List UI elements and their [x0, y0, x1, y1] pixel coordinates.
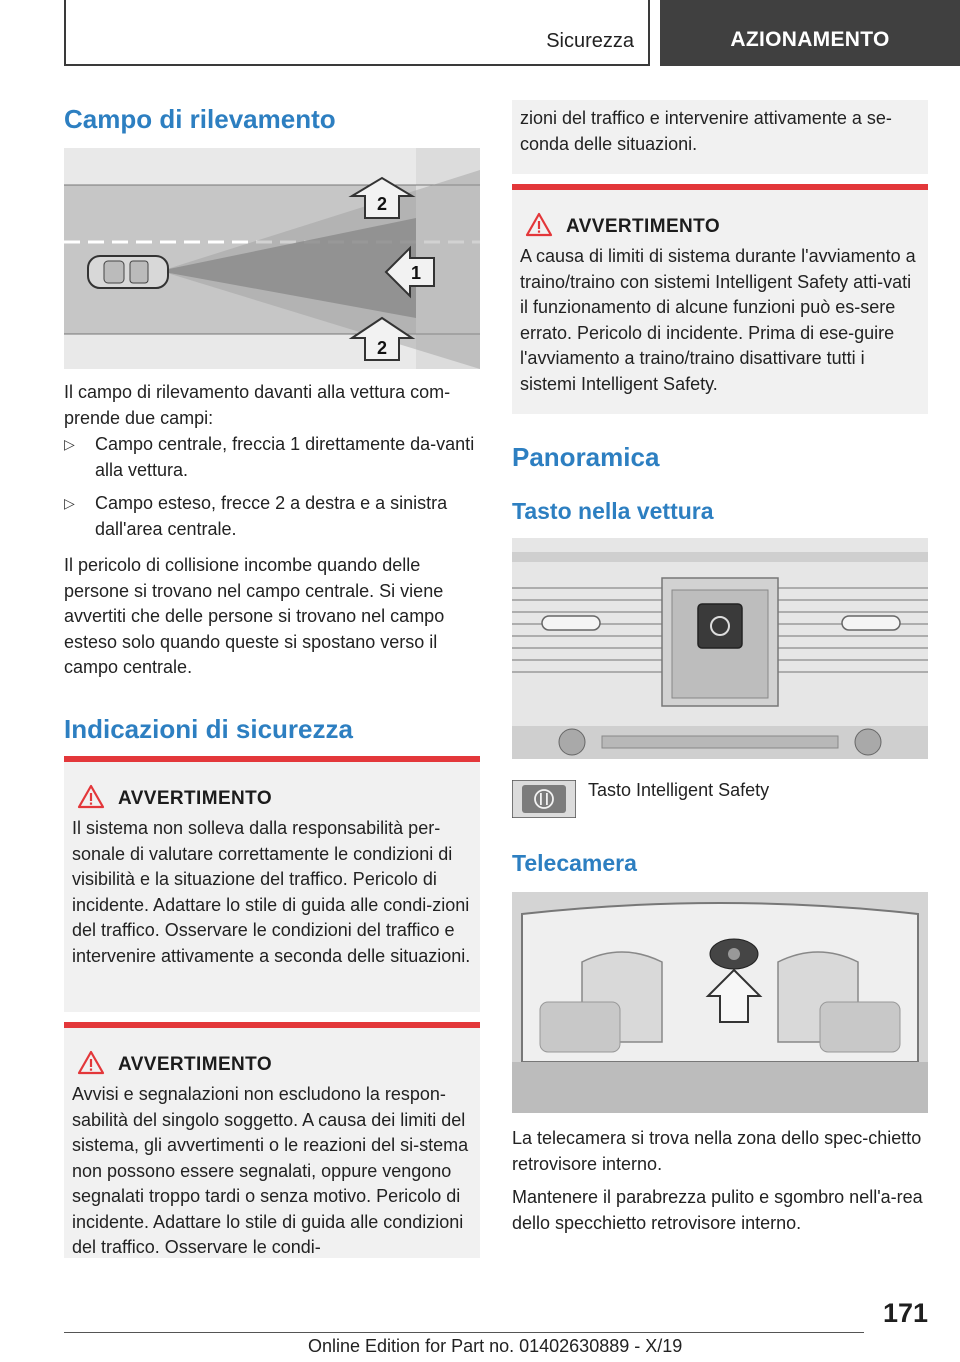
detection-field-figure [64, 148, 480, 369]
warning-triangle-icon [77, 1050, 105, 1075]
detection-intro: Il campo di rilevamento davanti alla vettura com-prende due campi: [64, 382, 451, 428]
header-chapter-tab [660, 0, 960, 66]
warning-continued-text: zioni del traffico e intervenire attivamente a se-conda delle situazioni. [520, 108, 892, 154]
footer-divider [64, 1332, 864, 1333]
list-item-text: Campo esteso, frecce 2 a destra e a sinistra dall'area centrale. [95, 493, 448, 539]
subsection-title-camera: Telecamera [512, 850, 637, 876]
header-section-label: Sicurezza [546, 30, 634, 52]
intelligent-safety-button-icon [512, 780, 576, 818]
camera-figure [512, 892, 928, 1113]
warning-box-2 [64, 1022, 480, 1258]
warning-box-1 [64, 756, 480, 1012]
dashboard-button-figure [512, 538, 928, 759]
camera-cleaning-text: Mantenere il parabrezza pulito e sgombro nell'a-rea dello specchietto retrovisore interno. [512, 1187, 923, 1233]
list-item [64, 491, 480, 542]
header-section-box [64, 0, 650, 66]
svg-text:2: 2 [376, 194, 388, 214]
svg-text:1: 1 [410, 263, 422, 283]
button-caption: Tasto Intelligent Safety [588, 780, 770, 800]
warning-label: AVVERTIMENTO [566, 216, 720, 237]
bullet-triangle-icon: ▷ [64, 436, 75, 452]
warning-box-3 [512, 184, 928, 414]
warning-continuation [512, 100, 928, 174]
list-item-text: Campo centrale, freccia 1 direttamente da-vanti alla vettura. [95, 434, 475, 480]
warning-text: Il sistema non solleva dalla responsabilità per-sonale di valutare correttamente le condizioni di visibilità e la situazione del traffico. Pericolo di incidente. Adattare lo stile di guida alle condi-zioni del traffico. Osservare le condizioni del traffico e intervenire attivamente a seconda delle situazioni. [72, 818, 471, 966]
warning-triangle-icon [525, 212, 553, 237]
section-title-detection-field: Campo di rilevamento [64, 104, 336, 134]
warning-text: A causa di limiti di sistema durante l'avviamento a traino/traino con sistemi Intelligent Safety atti-vati il funzionamento di alcune funzioni può es-sere errato. Pericolo di incidente. Prima di ese-guire l'avviamento a traino/traino disattivare tutti i sistemi Intelligent Safety. [520, 246, 916, 394]
collision-danger-text: Il pericolo di collisione incombe quando delle persone si trovano nel campo centrale. Si viene avvertiti che delle persone si trovano nel campo esteso solo quando queste si spostano verso il campo centrale. [64, 555, 445, 677]
header-chapter-label: AZIONAMENTO [730, 28, 890, 51]
section-title-overview: Panoramica [512, 442, 660, 472]
section-title-safety: Indicazioni di sicurezza [64, 714, 353, 744]
warning-label: AVVERTIMENTO [118, 1054, 272, 1075]
page-number: 171 [882, 1298, 928, 1328]
bullet-triangle-icon: ▷ [64, 495, 75, 511]
list-item [64, 432, 480, 483]
subsection-title-button: Tasto nella vettura [512, 498, 714, 524]
warning-label: AVVERTIMENTO [118, 788, 272, 809]
footer-edition: Online Edition for Part no. 01402630889 - X/19 [308, 1336, 683, 1356]
camera-location-text: La telecamera si trova nella zona dello spec-chietto retrovisore interno. [512, 1128, 922, 1174]
warning-triangle-icon [77, 784, 105, 809]
button-icon-row [512, 780, 928, 820]
warning-text: Avvisi e segnalazioni non escludono la respon-sabilità del singolo soggetto. A causa dei limiti del sistema, gli avvertimenti o le reazioni del si-stema non possono essere segnalati, oppure vengono segnalati troppo tardi o senza motivo. Pericolo di incidente. Adattare lo stile di guida alle condizioni del traffico. Osservare le condi- [72, 1084, 469, 1257]
detection-bullet-list [64, 424, 480, 542]
svg-text:2: 2 [376, 338, 388, 358]
